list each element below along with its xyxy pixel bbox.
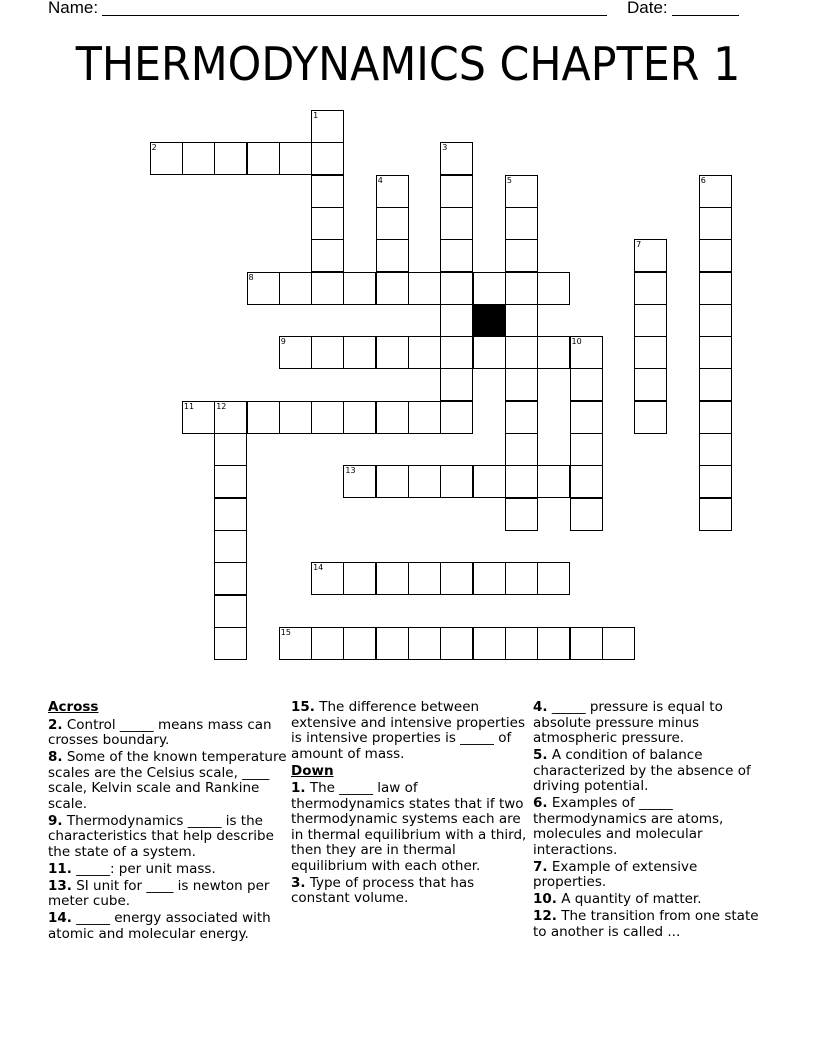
clue-text: Thermodynamics _____ is the characteristics that help describe the state of a system. (48, 812, 274, 860)
crossword-cell[interactable] (699, 433, 732, 466)
clue-text: A condition of balance characterized by the absence of driving potential. (533, 747, 751, 794)
clue-number-label: 7. (533, 858, 548, 875)
crossword-cell[interactable] (376, 175, 409, 208)
crossword-cell[interactable] (343, 562, 376, 595)
crossword-cell[interactable] (440, 272, 473, 305)
clue-number: 12 (216, 401, 227, 411)
clue-number: 10 (571, 337, 582, 347)
crossword-cell[interactable] (473, 465, 506, 498)
across-heading: Across (48, 699, 99, 715)
crossword-cell[interactable] (440, 175, 473, 208)
clues-column-1 (48, 700, 288, 944)
crossword-cell[interactable] (699, 239, 732, 272)
crossword-cell[interactable] (343, 336, 376, 369)
crossword-cell[interactable] (699, 272, 732, 305)
crossword-cell[interactable] (376, 207, 409, 240)
crossword-cell[interactable] (214, 401, 247, 434)
crossword-cell[interactable] (699, 368, 732, 401)
crossword-cell[interactable] (311, 239, 344, 272)
clue-item (48, 750, 288, 812)
clue-item (533, 892, 768, 908)
crossword-cell[interactable] (505, 207, 538, 240)
crossword-cell[interactable] (376, 272, 409, 305)
clue-text: The transition from one state to another is called ... (533, 908, 759, 940)
across-clue-list (48, 718, 288, 943)
crossword-cell[interactable] (214, 465, 247, 498)
crossword-cell[interactable] (699, 175, 732, 208)
crossword-cell[interactable] (505, 272, 538, 305)
clue-text: Type of process that has constant volume. (291, 874, 475, 906)
clue-text: The _____ law of thermodynamics states that if two thermodynamic systems each are in thermal equilibrium with a third, then they are in thermal equilibrium with each other. (291, 780, 527, 874)
clues-column-3 (533, 700, 768, 942)
crossword-cell[interactable] (634, 336, 667, 369)
clue-number: 14 (313, 563, 324, 573)
down-clue-list-continued (533, 700, 768, 940)
crossword-cell[interactable] (602, 627, 635, 660)
across-clue-list-continued (291, 700, 527, 762)
crossword-cell[interactable] (537, 562, 570, 595)
crossword-cell[interactable] (505, 562, 538, 595)
clue-number-label: 10. (533, 891, 557, 907)
clue-number-label: 2. (48, 716, 63, 733)
crossword-cell[interactable] (505, 401, 538, 434)
crossword-cell[interactable] (537, 465, 570, 498)
crossword-cell[interactable] (247, 272, 280, 305)
clues-column-2 (291, 700, 527, 908)
crossword-cell[interactable] (311, 336, 344, 369)
crossword-cell[interactable] (182, 401, 215, 434)
clue-number: 11 (183, 401, 195, 411)
crossword-cell[interactable] (311, 562, 344, 595)
crossword-cell[interactable] (634, 368, 667, 401)
crossword-cell[interactable] (505, 336, 538, 369)
crossword-cell[interactable] (634, 239, 667, 272)
crossword-cell[interactable] (570, 465, 603, 498)
crossword-cell[interactable] (408, 272, 441, 305)
crossword-cell[interactable] (440, 465, 473, 498)
crossword-cell[interactable] (343, 465, 376, 498)
crossword-cell[interactable] (279, 627, 312, 660)
crossword-cell[interactable] (634, 272, 667, 305)
crossword-cell[interactable] (311, 110, 344, 143)
clue-item (48, 879, 288, 910)
crossword-cell[interactable] (150, 142, 183, 175)
clue-text: Some of the known temperature scales are the Celsius scale, ____ scale, Kelvin scale and Rankine scale. (48, 749, 287, 812)
crossword-cell[interactable] (408, 401, 441, 434)
crossword-cell[interactable] (570, 336, 603, 369)
crossword-cell[interactable] (311, 272, 344, 305)
crossword-cell[interactable] (214, 530, 247, 563)
clue-number: 1 (313, 111, 319, 120)
crossword-cell[interactable] (570, 401, 603, 434)
clue-number-label: 5. (533, 747, 548, 763)
clue-text: Example of extensive properties. (533, 858, 698, 890)
crossword-cell[interactable] (699, 498, 732, 531)
crossword-cell[interactable] (376, 562, 409, 595)
clue-number: 3 (442, 143, 448, 153)
crossword-cell[interactable] (376, 336, 409, 369)
crossword-cell[interactable] (279, 142, 312, 175)
crossword-cell[interactable] (408, 465, 441, 498)
crossword-cell[interactable] (505, 368, 538, 401)
crossword-cell[interactable] (570, 433, 603, 466)
clue-text: SI unit for ____ is newton per meter cube. (48, 877, 270, 909)
clue-number-label: 6. (533, 795, 548, 811)
clue-item (533, 700, 768, 747)
clue-text: _____ pressure is equal to absolute pressure minus atmospheric pressure. (533, 699, 723, 746)
clue-number-label: 4. (533, 699, 548, 715)
crossword-cell[interactable] (440, 562, 473, 595)
crossword-cell[interactable] (505, 175, 538, 208)
crossword-cell[interactable] (473, 336, 506, 369)
clue-text: Examples of _____ thermodynamics are atoms, molecules and molecular interactions. (533, 795, 724, 858)
crossword-cell[interactable] (505, 304, 538, 337)
crossword-cell[interactable] (699, 401, 732, 434)
crossword-cell[interactable] (634, 401, 667, 434)
crossword-cell[interactable] (570, 627, 603, 660)
crossword-cell[interactable] (440, 142, 473, 175)
clue-item (48, 862, 288, 878)
clue-number: 8 (248, 272, 254, 282)
crossword-cell[interactable] (699, 336, 732, 369)
clue-item (533, 748, 768, 795)
crossword-cell[interactable] (505, 465, 538, 498)
crossword-cell[interactable] (311, 401, 344, 434)
clue-text: Control _____ means mass can crosses boundary. (48, 716, 272, 748)
crossword-cell[interactable] (440, 627, 473, 660)
crossword-cell[interactable] (473, 627, 506, 660)
crossword-cell[interactable] (311, 142, 344, 175)
crossword-cell[interactable] (279, 336, 312, 369)
clue-item (48, 814, 288, 861)
crossword-cell[interactable] (440, 401, 473, 434)
clue-item (533, 796, 768, 858)
clue-number: 2 (151, 143, 157, 153)
crossword-cell[interactable] (505, 627, 538, 660)
clue-number-label: 8. (48, 749, 63, 765)
page-title: THERMODYNAMICS CHAPTER 1 (75, 37, 741, 91)
down-clue-list (291, 781, 527, 907)
clue-number: 7 (636, 240, 642, 250)
crossword-cell[interactable] (537, 272, 570, 305)
clue-number: 5 (506, 175, 512, 185)
crossword-cell[interactable] (440, 239, 473, 272)
clue-number: 4 (377, 175, 383, 185)
clue-item (291, 781, 527, 874)
clue-number: 6 (700, 175, 706, 185)
crossword-cell[interactable] (376, 627, 409, 660)
crossword-cell[interactable] (343, 272, 376, 305)
crossword-cell[interactable] (408, 336, 441, 369)
crossword-cell[interactable] (182, 142, 215, 175)
date-label: Date: (627, 0, 668, 17)
crossword-cell[interactable] (537, 336, 570, 369)
crossword-cell[interactable] (505, 498, 538, 531)
clue-item (48, 911, 288, 942)
crossword-cell[interactable] (699, 465, 732, 498)
crossword-cell[interactable] (214, 562, 247, 595)
crossword-cell[interactable] (440, 207, 473, 240)
crossword-cell[interactable] (376, 239, 409, 272)
clue-text: A quantity of matter. (556, 891, 702, 907)
crossword-cell[interactable] (311, 627, 344, 660)
clue-number-label: 15. (291, 699, 315, 715)
clue-text: _____ energy associated with atomic and molecular energy. (48, 910, 271, 942)
crossword-cell[interactable] (376, 401, 409, 434)
crossword-cell[interactable] (440, 336, 473, 369)
crossword-cell[interactable] (311, 207, 344, 240)
crossword-cell[interactable] (473, 562, 506, 595)
crossword-cell[interactable] (699, 304, 732, 337)
clue-text: The difference between extensive and intensive properties is intensive properties is _____ of amount of mass. (291, 699, 525, 762)
clue-number-label: 13. (48, 877, 72, 894)
clue-text: _____: per unit mass. (71, 860, 216, 877)
down-heading: Down (291, 762, 334, 779)
crossword-cell[interactable] (214, 142, 247, 175)
clue-number: 13 (345, 466, 356, 476)
crossword-cell[interactable] (376, 465, 409, 498)
clue-number-label: 14. (48, 910, 72, 926)
crossword-cell[interactable] (279, 272, 312, 305)
clue-number: 15 (280, 627, 291, 637)
clue-item (48, 718, 288, 749)
crossword-cell[interactable] (343, 627, 376, 660)
crossword-cell[interactable] (505, 239, 538, 272)
clue-item (533, 860, 768, 891)
crossword-cell[interactable] (343, 401, 376, 434)
crossword-cell[interactable] (214, 595, 247, 628)
crossword-cell[interactable] (570, 498, 603, 531)
crossword-cell[interactable] (473, 272, 506, 305)
clue-item (533, 909, 768, 940)
crossword-cell[interactable] (408, 627, 441, 660)
crossword-cell[interactable] (247, 401, 280, 434)
crossword-cell[interactable] (634, 304, 667, 337)
crossword-cell[interactable] (214, 498, 247, 531)
crossword-cell[interactable] (440, 304, 473, 337)
clue-item (291, 876, 527, 907)
crossword-cell[interactable] (440, 368, 473, 401)
name-label: Name: (48, 0, 99, 17)
clue-number-label: 12. (533, 908, 557, 924)
crossword-cell[interactable] (505, 433, 538, 466)
crossword-cell[interactable] (247, 142, 280, 175)
crossword-cell[interactable] (699, 207, 732, 240)
crossword-cell[interactable] (279, 401, 312, 434)
clue-number-label: 9. (48, 812, 63, 829)
crossword-cell[interactable] (408, 562, 441, 595)
clue-number-label: 1. (291, 780, 306, 796)
clue-number: 9 (280, 337, 286, 347)
clue-number-label: 11. (48, 860, 72, 877)
crossword-cell[interactable] (214, 627, 247, 660)
clue-item (291, 700, 527, 762)
black-square (473, 304, 506, 337)
crossword-cell[interactable] (537, 627, 570, 660)
crossword-cell[interactable] (214, 433, 247, 466)
crossword-cell[interactable] (570, 368, 603, 401)
crossword-cell[interactable] (311, 175, 344, 208)
clue-number-label: 3. (291, 874, 306, 891)
